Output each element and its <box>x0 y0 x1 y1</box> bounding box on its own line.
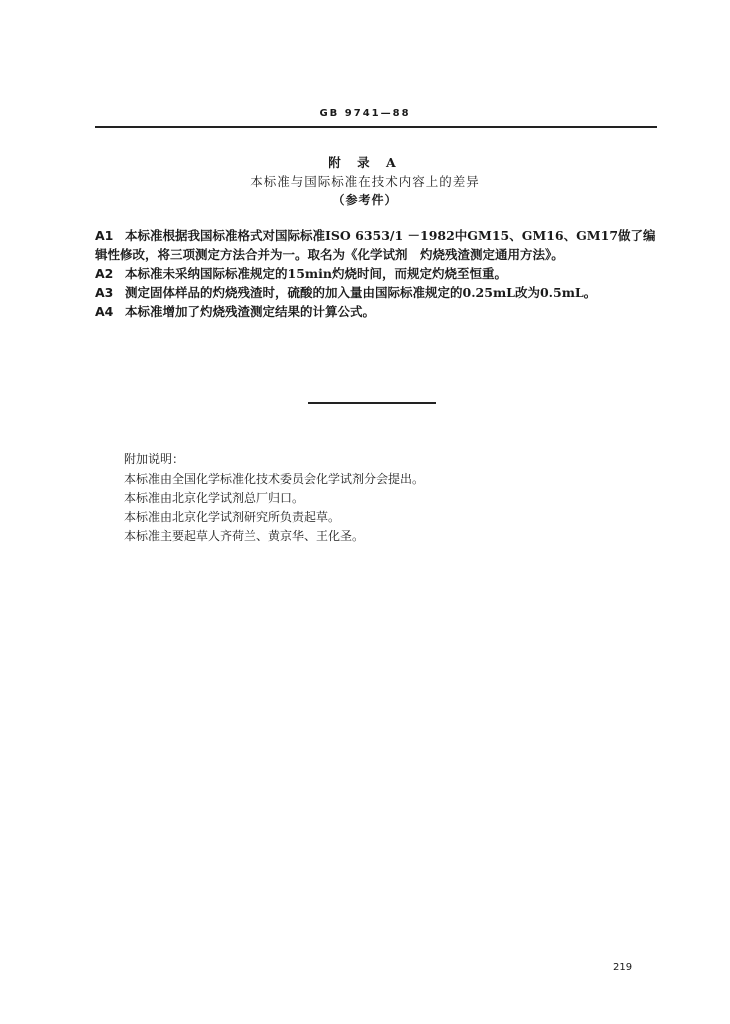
clause-number: A3 <box>95 285 114 300</box>
additional-notes-title: 附加说明： <box>124 452 185 466</box>
page-number: 219 <box>613 962 633 973</box>
additional-note-line: 本标准由北京化学试剂总厂归口。 <box>124 491 305 505</box>
clause-text: 本标准未采纳国际标准规定的15min灼烧时间，而规定灼烧至恒重。 <box>125 266 507 281</box>
additional-note-line: 本标准由北京化学试剂研究所负责起草。 <box>124 510 341 524</box>
clause-text: 测定固体样品的灼烧残渣时，硫酸的加入量由国际标准规定的0.25mL改为0.5mL。 <box>125 285 597 300</box>
additional-note-line: 本标准主要起草人齐荷兰、黄京华、王化圣。 <box>124 529 365 543</box>
clause-a3 <box>95 283 660 302</box>
clause-a4 <box>95 302 660 321</box>
clause-a1 <box>95 226 660 264</box>
clause-number: A2 <box>95 266 114 281</box>
appendix-subtitle: 本标准与国际标准在技术内容上的差异 <box>250 174 480 189</box>
section-divider <box>308 402 436 404</box>
clause-number: A1 <box>95 228 114 243</box>
clause-text: 本标准根据我国标准格式对国际标准ISO 6353/1 －1982中GM15、GM16、GM17做了编辑性修改，将三项测定方法合并为一。取名为《化学试剂 灼烧残渣测定通用方法》。 <box>95 228 656 262</box>
header-rule <box>95 126 657 128</box>
standard-code: GB 9741—88 <box>319 108 411 119</box>
clause-number: A4 <box>95 304 114 319</box>
additional-note-line: 本标准由全国化学标准化技术委员会化学试剂分会提出。 <box>124 472 425 486</box>
appendix-note: （参考件） <box>332 193 398 207</box>
clause-text: 本标准增加了灼烧残渣测定结果的计算公式。 <box>125 304 376 319</box>
clause-a2 <box>95 264 660 283</box>
appendix-title: 附 录 A <box>328 155 402 170</box>
